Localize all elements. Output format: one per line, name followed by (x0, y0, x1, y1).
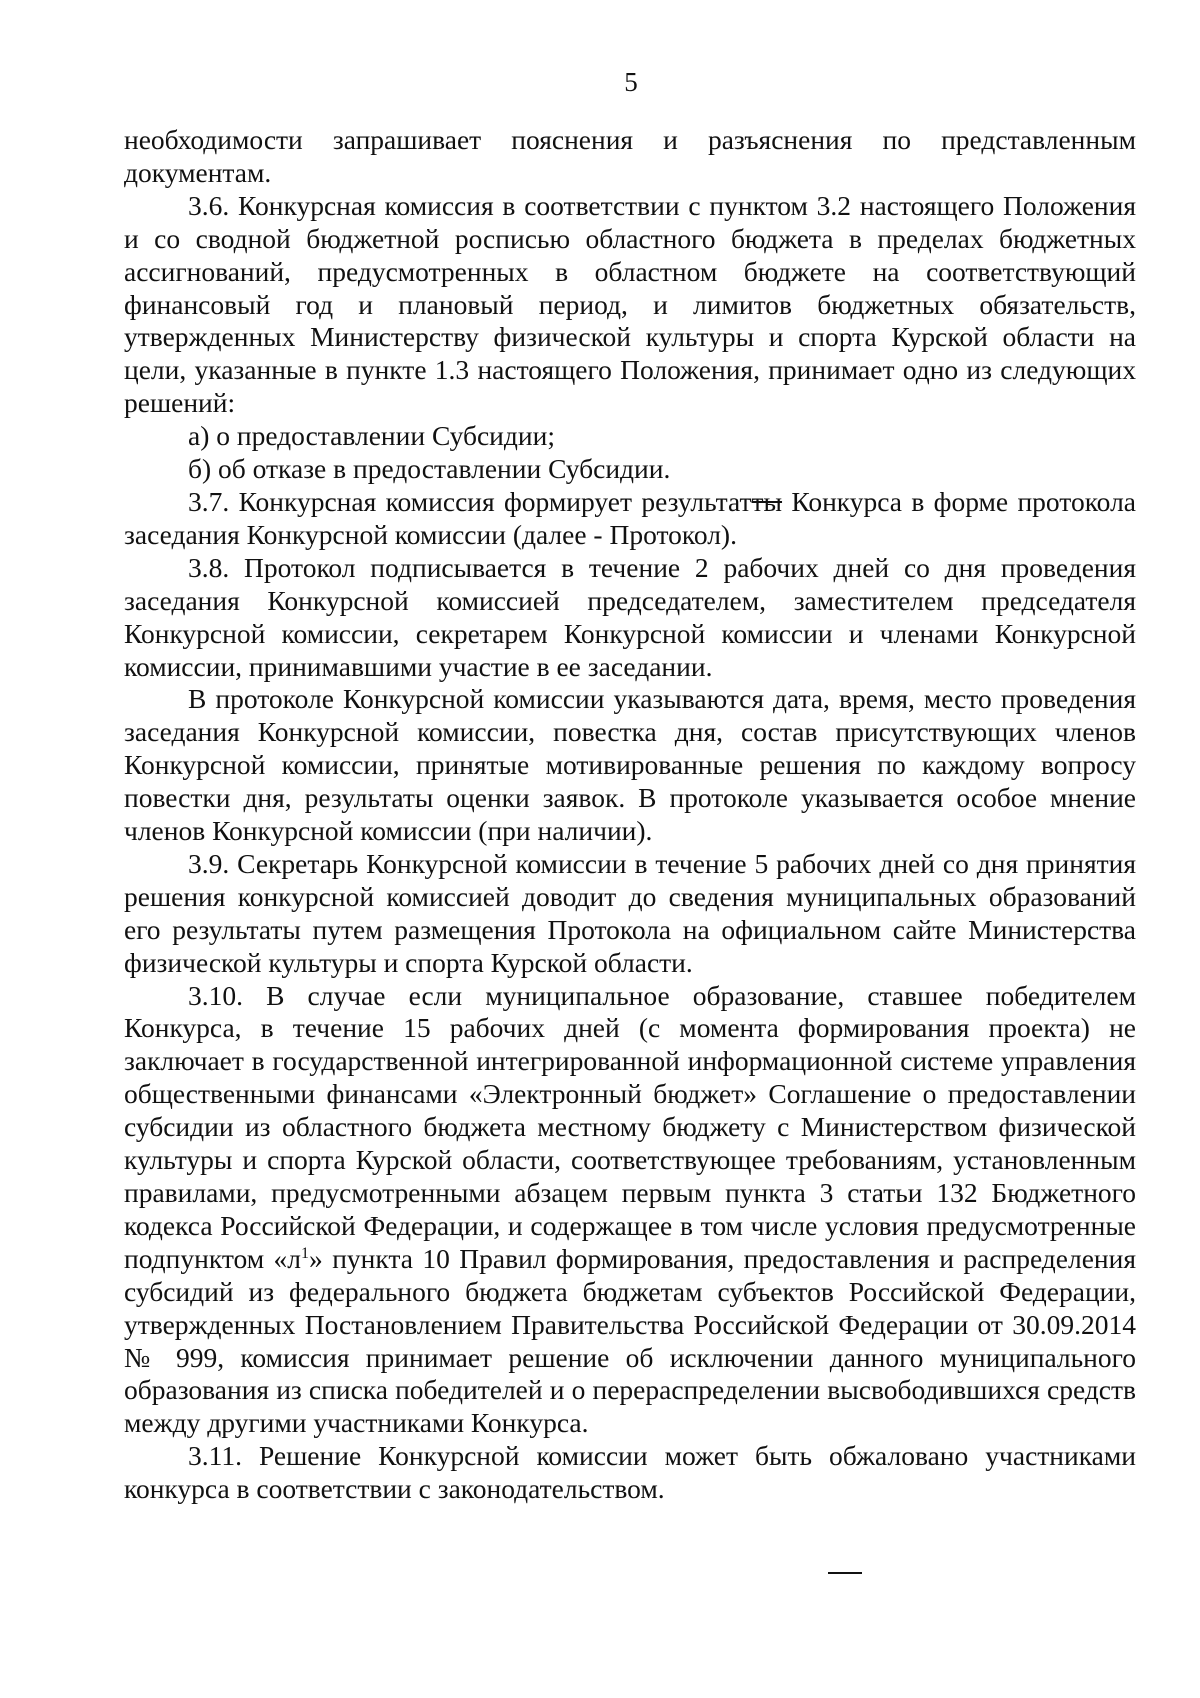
paragraph-3-10-before: 3.10. В случае если муниципальное образование, ставшее победителем Конкурса, в течение 15 рабочих дней (с момента формирования проекта) не заключает в государственной интегрированной информационной системе управления общественными финансами «Электронный бюджет» Соглашение о предоставлении субсидии из областного бюджета местному бюджету с Министерством физической культуры и спорта Курской области, соответствующее требованиям, установленным правилами, предусмотренными абзацем первым пункта 3 статьи 132 Бюджетного кодекса Российской Федерации, и содержащее в том числе условия предусмотренные подпунктом «л (124, 979, 1136, 1274)
paragraph-3-7 (124, 486, 1136, 552)
paragraph-3-11: 3.11. Решение Конкурсной комиссии может быть обжаловано участниками конкурса в соответствии с законодательством. (124, 1440, 1136, 1505)
page-number: 5 (624, 67, 638, 97)
paragraph-3-6: 3.6. Конкурсная комиссия в соответствии с пунктом 3.2 настоящего Положения и со сводной бюджетной росписью областного бюджета в пределах бюджетных ассигнований, предусмотренных в областном бюджете на соответствующий финансовый год и плановый период, и лимитов бюджетных обязательств, утвержденных Министерству физической культуры и спорта Курской области на цели, указанные в пункте 1.3 настоящего Положения, принимает одно из следующих решений: (124, 189, 1136, 419)
paragraph-3-10-after: » пункта 10 Правил формирования, предоставления и распределения субсидий из федерального бюджета бюджетам субъектов Российской Федерации, утвержденных Постановлением Правительства Российской Федерации от 30.09.2014 № 999, комиссия принимает решение об исключении данного муниципального образования из списка победителей и о перераспределении высвободившихся средств между другими участниками Конкурса. (124, 1242, 1137, 1439)
struck-text: ты (751, 485, 783, 517)
paragraph-3-8: 3.8. Протокол подписывается в течение 2 рабочих дней со дня проведения заседания Конкурсной комиссией председателем, заместителем председателя Конкурсной комиссии, секретарем Конкурсной комиссии и членами Конкурсной комиссии, принимавшими участие в ее заседании. (124, 551, 1136, 682)
paragraph-3-10 (124, 980, 1136, 1441)
paragraph-3-9: 3.9. Секретарь Конкурсной комиссии в течение 5 рабочих дней со дня принятия решения конкурсной комиссией доводит до сведения муниципальных образований его результаты путем размещения Протокола на официальном сайте Министерства физической культуры и спорта Курской области. (124, 847, 1136, 978)
paragraph-continuation: необходимости запрашивает пояснения и разъяснения по представленным документам. (124, 124, 1136, 188)
paragraph-3-6-b: б) об отказе в предоставлении Субсидии. (188, 453, 671, 485)
paragraph-protocol-contents: В протоколе Конкурсной комиссии указываются дата, время, место проведения заседания Конкурсной комиссии, повестка дня, состав присутствующих членов Конкурсной комиссии, принятые мотивированные решения по каждому вопросу повестки дня, результаты оценки заявок. В протоколе указывается особое мнение членов Конкурсной комиссии (при наличии). (124, 683, 1136, 847)
document-body (124, 124, 1136, 1506)
superscript: 1 (301, 1244, 310, 1262)
end-mark (828, 1572, 862, 1574)
paragraph-3-7-before: 3.7. Конкурсная комиссия формирует результат (188, 485, 752, 517)
paragraph-3-6-a: а) о предоставлении Субсидии; (188, 420, 555, 452)
paragraph-3-7-after: Конкурса в форме протокола заседания Конкурсной комиссии (далее - Протокол). (124, 485, 1136, 550)
